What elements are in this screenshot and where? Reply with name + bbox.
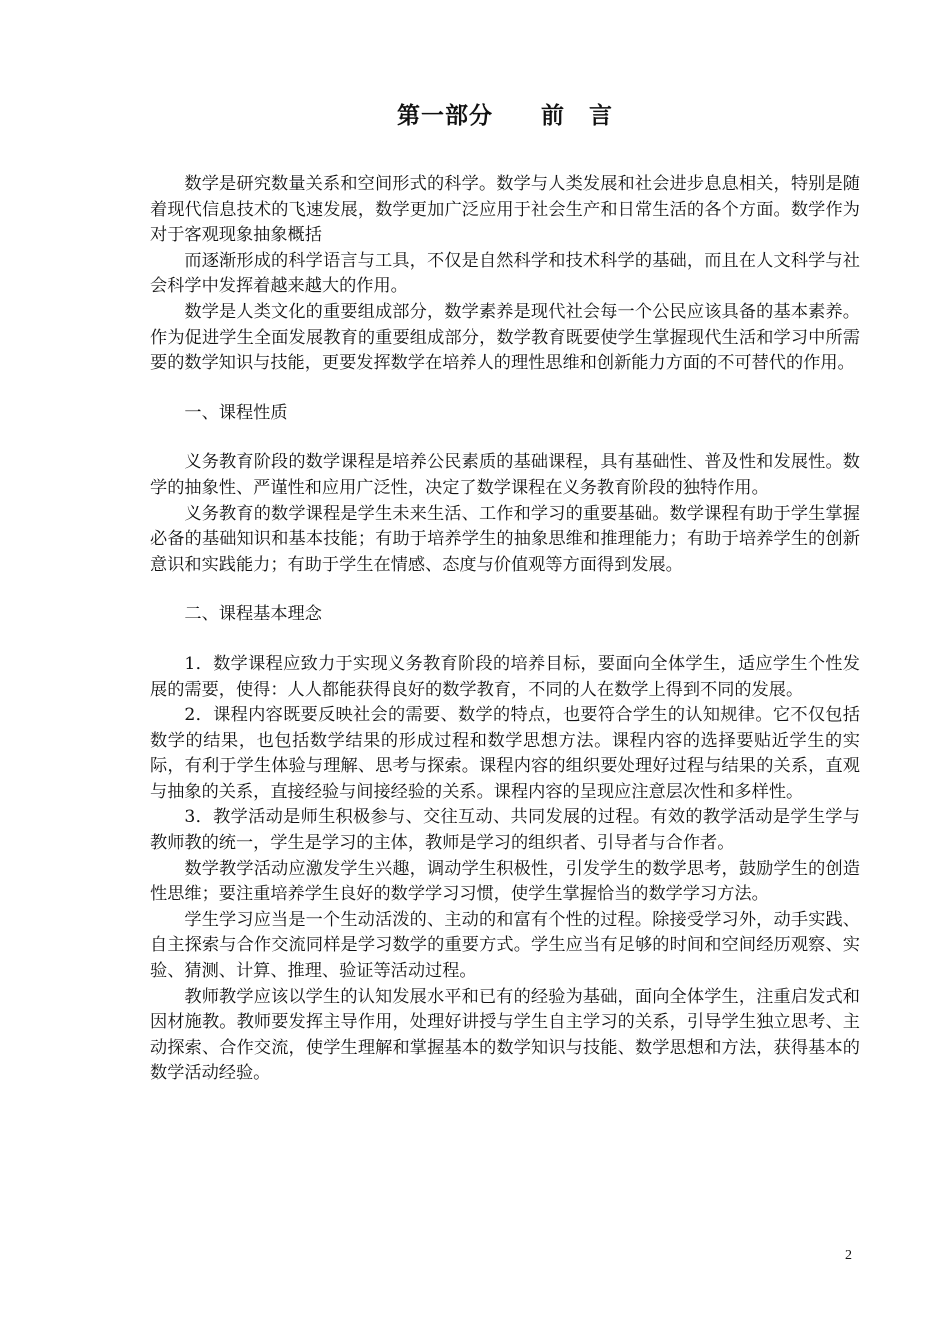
spacer bbox=[150, 628, 860, 652]
section2-paragraph-5: 学生学习应当是一个生动活泼的、主动的和富有个性的过程。除接受学习外，动手实践、自主探索与合作交流同样是学习数学的重要方式。学生应当有足够的时间和空间经历观察、实验、猜测、计算、推理、验证等活动过程。 bbox=[150, 909, 860, 982]
section2-paragraph-4: 数学教学活动应激发学生兴趣，调动学生积极性，引发学生的数学思考，鼓励学生的创造性思维；要注重培养学生良好的数学学习习惯，使学生掌握恰当的数学学习方法。 bbox=[150, 858, 860, 905]
section2-paragraph-6: 教师教学应该以学生的认知发展水平和已有的经验为基础，面向全体学生，注重启发式和因材施教。教师要发挥主导作用，处理好讲授与学生自主学习的关系，引导学生独立思考、主动探索、合作交流，使学生理解和掌握基本的数学知识与技能、数学思想和方法，获得基本的数学活动经验。 bbox=[150, 986, 860, 1084]
document-page bbox=[150, 0, 860, 1344]
page-number: 2 bbox=[845, 1248, 852, 1263]
section1-paragraph-1: 义务教育阶段的数学课程是培养公民素质的基础课程，具有基础性、普及性和发展性。数学的抽象性、严谨性和应用广泛性，决定了数学课程在义务教育阶段的独特作用。 bbox=[150, 452, 860, 498]
section2-paragraph-2: 2．课程内容既要反映社会的需要、数学的特点，也要符合学生的认知规律。它不仅包括数学的结果，也包括数学结果的形成过程和数学思想方法。课程内容的选择要贴近学生的实际，有利于学生体验与理解、思考与探索。课程内容的组织要处理好过程与结果的关系，直观与抽象的关系，直接经验与间接经验的关系。课程内容的呈现应注意层次性和多样性。 bbox=[150, 705, 860, 802]
intro-paragraph-1: 数学是研究数量关系和空间形式的科学。数学与人类发展和社会进步息息相关，特别是随着现代信息技术的飞速发展，数学更加广泛应用于社会生产和日常生活的各个方面。数学作为对于客观现象抽象概括 bbox=[150, 174, 860, 246]
section2-paragraph-1: 1．数学课程应致力于实现义务教育阶段的培养目标，要面向全体学生，适应学生个性发展的需要，使得：人人都能获得良好的数学教育，不同的人在数学上得到不同的发展。 bbox=[150, 653, 860, 700]
spacer bbox=[150, 426, 860, 450]
page-title: 第一部分 前 言 bbox=[397, 102, 613, 129]
section2-paragraph-3: 3．教学活动是师生积极参与、交往互动、共同发展的过程。有效的教学活动是学生学与教师教的统一，学生是学习的主体，教师是学习的组织者、引导者与合作者。 bbox=[150, 807, 860, 854]
spacer bbox=[150, 377, 860, 401]
section-heading-nature: 一、课程性质 bbox=[184, 402, 288, 423]
section1-paragraph-2: 义务教育的数学课程是学生未来生活、工作和学习的重要基础。数学课程有助于学生掌握必备的基础知识和基本技能；有助于培养学生的抽象思维和推理能力；有助于培养学生的创新意识和实践能力；有助于学生在情感、态度与价值观等方面得到发展。 bbox=[150, 503, 860, 575]
spacer bbox=[150, 578, 860, 602]
section-heading-concepts: 二、课程基本理念 bbox=[184, 604, 322, 625]
intro-paragraph-3: 数学是人类文化的重要组成部分，数学素养是现代社会每一个公民应该具备的基本素养。作为促进学生全面发展教育的重要组成部分，数学教育既要使学生掌握现代生活和学习中所需要的数学知识与技能，更要发挥数学在培养人的理性思维和创新能力方面的不可替代的作用。 bbox=[150, 301, 860, 374]
document-body bbox=[150, 172, 860, 1087]
intro-paragraph-2: 而逐渐形成的科学语言与工具，不仅是自然科学和技术科学的基础，而且在人文科学与社会科学中发挥着越来越大的作用。 bbox=[150, 250, 860, 297]
